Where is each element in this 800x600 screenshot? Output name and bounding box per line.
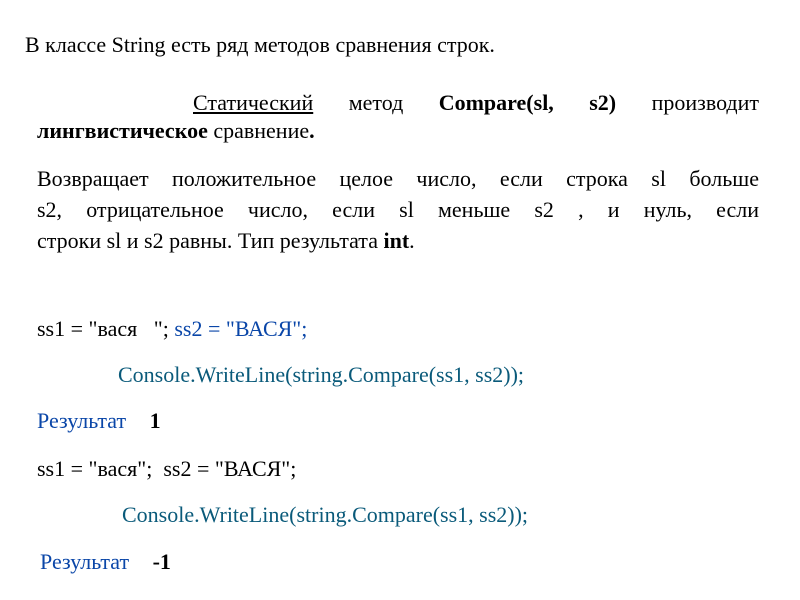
example2-result-label: Результат [40, 549, 130, 574]
returns-period: . [409, 228, 415, 253]
example2-result-value: -1 [152, 549, 171, 574]
example1-call: Console.WriteLine(string.Compare(ss1, ss2)); [118, 362, 525, 387]
desc-line-2 [37, 118, 315, 144]
returns-line-3-text: строки sl и s2 равны. Тип результата [37, 228, 378, 253]
intro-text: В классе String есть ряд методов сравнения строк. [25, 32, 495, 57]
example1-result [37, 408, 161, 434]
returns-line-2: s2, отрицательное число, если sl меньше s2 , и нуль, если [37, 197, 759, 222]
method-word: метод [348, 90, 404, 115]
desc-line-1 [193, 90, 759, 116]
example1-assignment [37, 316, 307, 342]
returns-line-3 [37, 228, 415, 254]
compare-signature: Compare(sl, s2) [438, 90, 617, 115]
comparison-word: сравнение [213, 118, 310, 143]
example1-ss2: ss2 = "ВАСЯ"; [174, 316, 308, 341]
desc-period: . [309, 118, 315, 143]
example1-ss1: ss1 = "вася "; [37, 316, 169, 341]
linguistic-word: лингвистическое [37, 118, 208, 143]
example2-result [40, 549, 171, 575]
static-word: Статический [193, 90, 314, 115]
example2-assignment: ss1 = "вася"; ss2 = "ВАСЯ"; [37, 456, 297, 481]
result-type: int [383, 228, 410, 253]
example1-result-value: 1 [149, 408, 161, 433]
produces-word: производит [651, 90, 760, 115]
example2-call: Console.WriteLine(string.Compare(ss1, ss2)); [122, 502, 529, 527]
example1-result-label: Результат [37, 408, 127, 433]
returns-line-1: Возвращает положительное целое число, если строка sl больше [37, 166, 759, 191]
